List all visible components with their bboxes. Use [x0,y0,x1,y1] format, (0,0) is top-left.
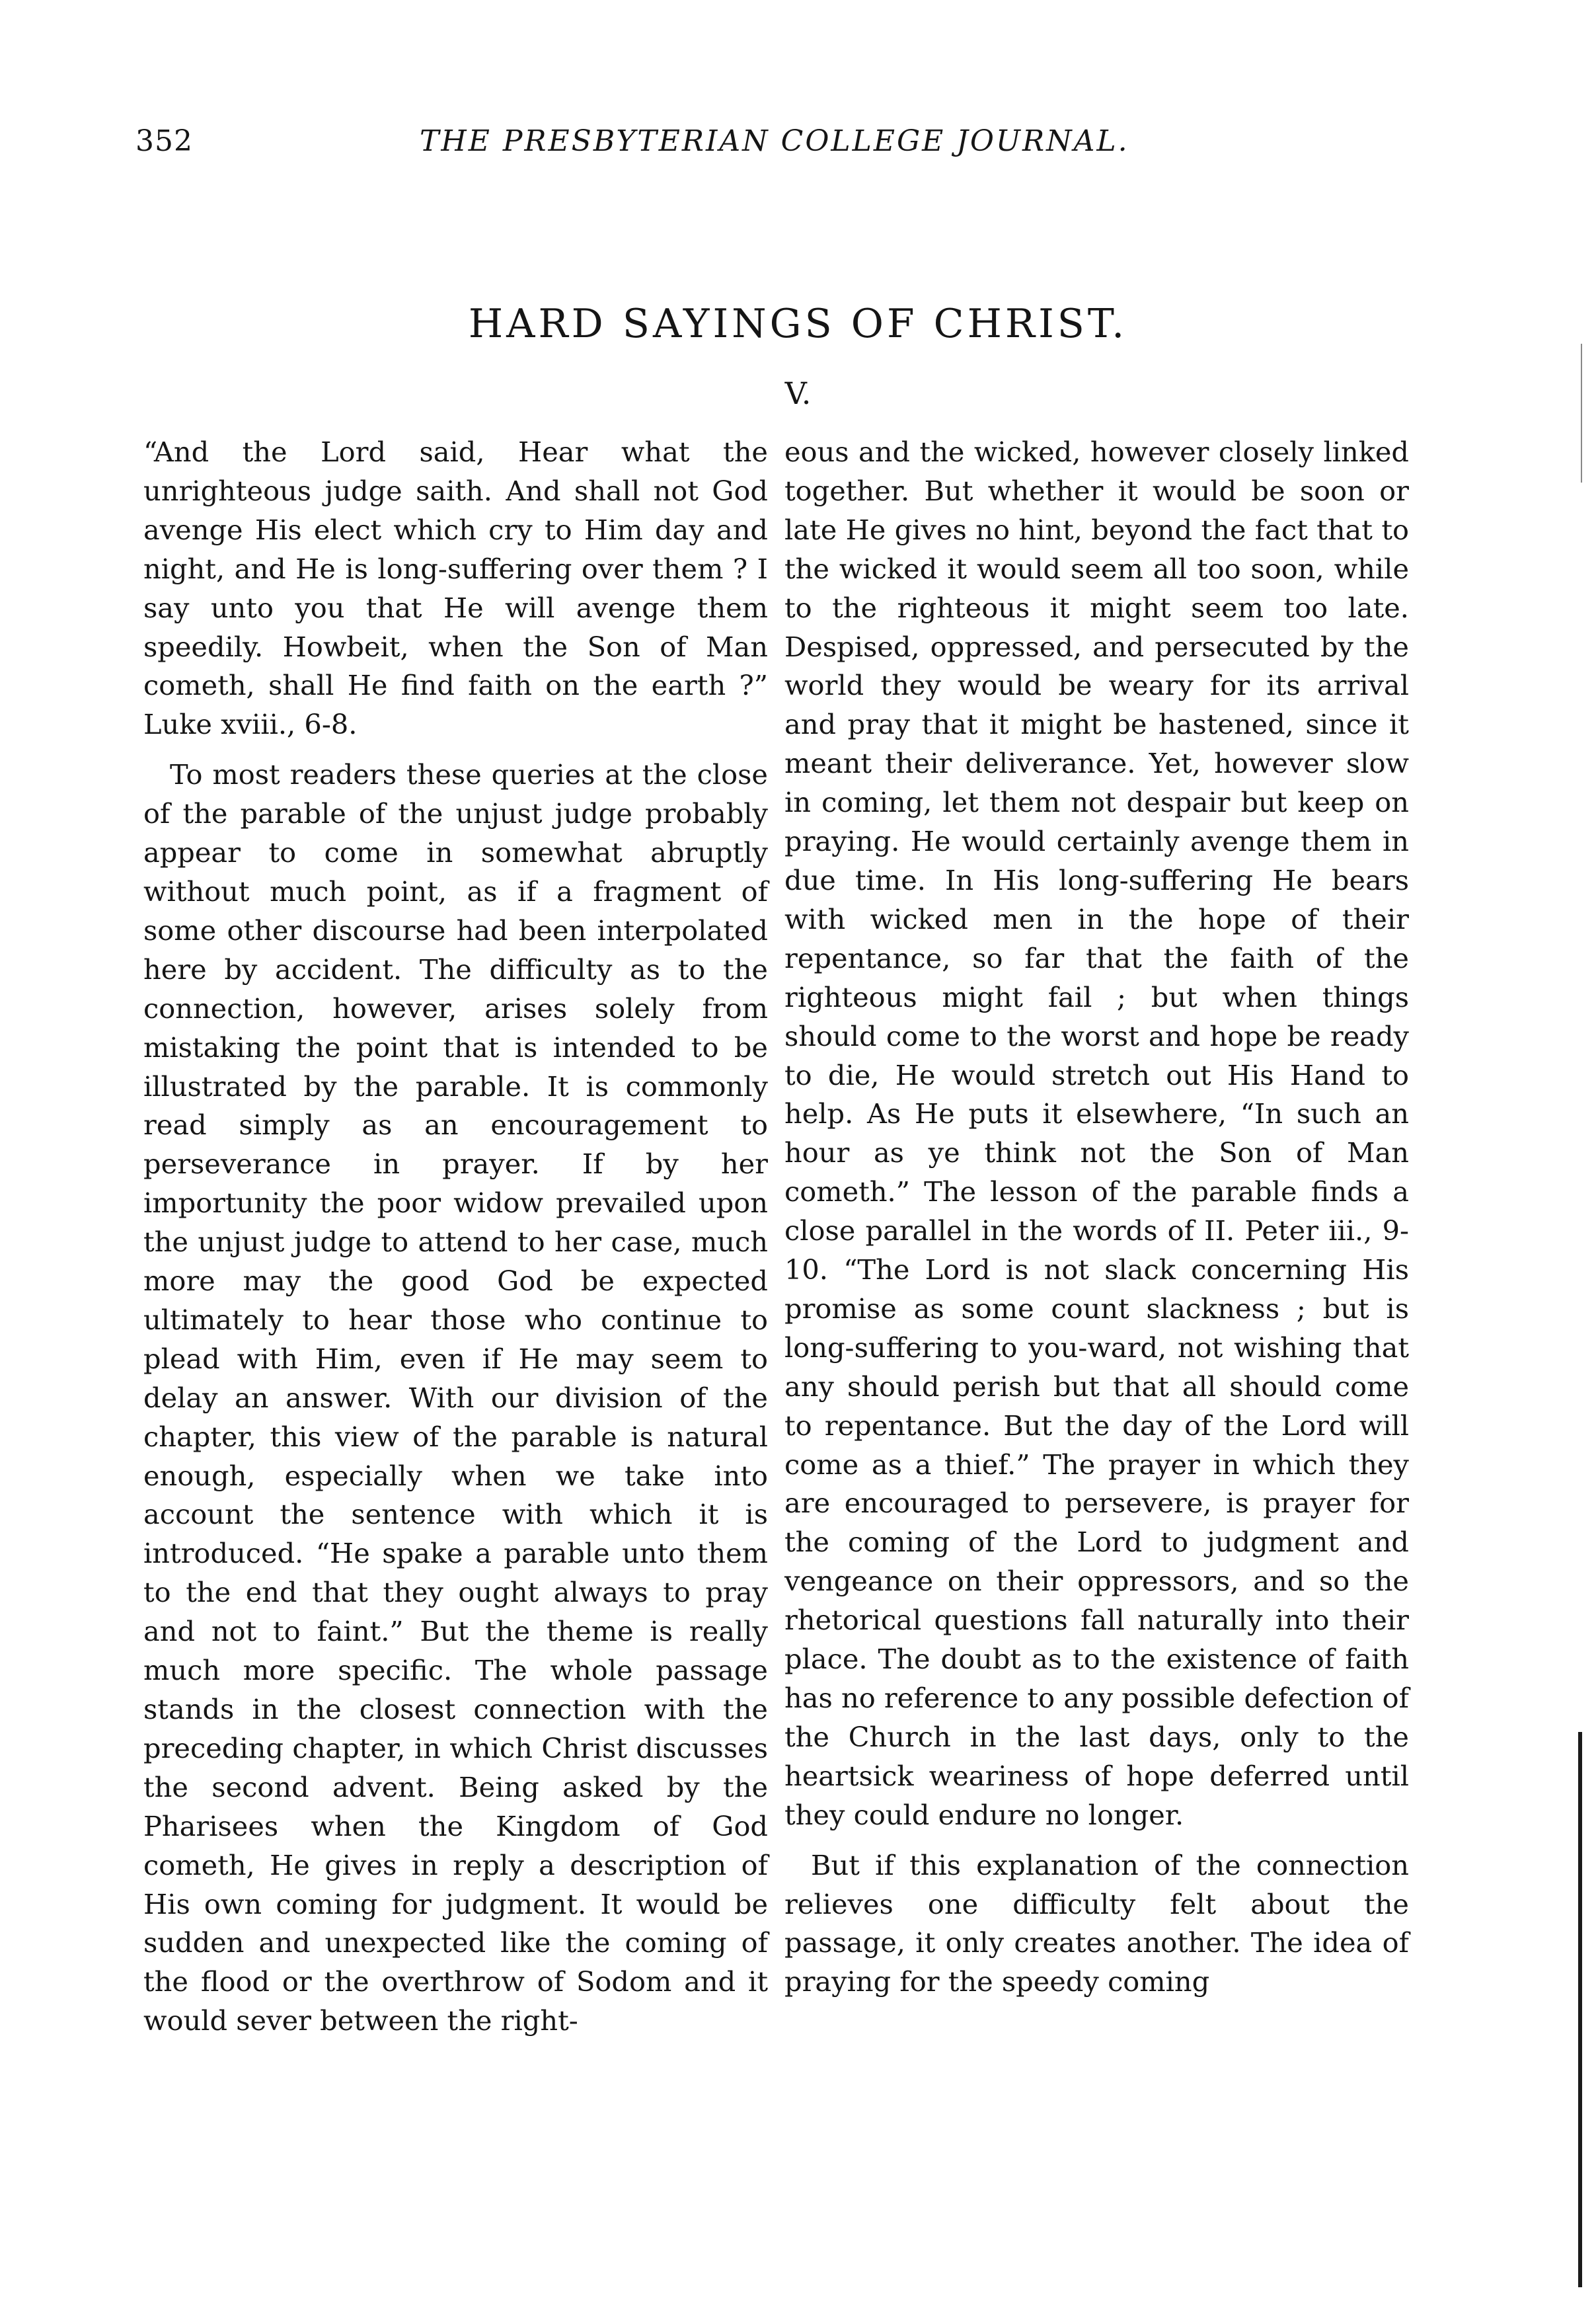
journal-title: THE PRESBYTERIAN COLLEGE JOURNAL. [420,124,1129,158]
left-column [143,433,768,2052]
page-number: 352 [135,124,193,158]
body-paragraph-continued: eous and the wicked, however closely linked together. But whether it would be soon or late He gives no hint, beyond the fact that to the wicked it would seem all too soon, while to the righteous it might seem too late. Despised, oppressed, and persecuted by the world they would be weary for its arrival and pray that it might be hastened, since it meant their deliverance. Yet, however slow in coming, let them not despair but keep on praying. He would certainly avenge them in due time. In His long-suffering He bears with wicked men in the hope of their repentance, so far that the faith of the righteous might fail ; but when things should come to the worst and hope be ready to die, He would stretch out His Hand to help. As He puts it elsewhere, “In such an hour as ye think not the Son of Man cometh.” The lesson of the parable finds a close parallel in the words of II. Peter iii., 9-10. “The Lord is not slack concerning His promise as some count slackness ; but is long-suffering to you-ward, not wishing that any should perish but that all should come to repentance. But the day of the Lord will come as a thief.” The prayer in which they are encouraged to persevere, is prayer for the coming of the Lord to judgment and vengeance on their oppressors, and so the rhetorical questions fall naturally into their place. The doubt as to the existence of faith has no reference to any possible defection of the Church in the last days, only to the heartsick weariness of hope deferred until they could endure no longer. [784,436,1409,1831]
right-column [784,433,1409,2013]
body-paragraph: To most readers these queries at the close of the parable of the unjust judge probably appear to come in somewhat abruptly without much point, as if a fragment of some other discourse had been interpolated here by accident. The difficulty as to the connection, however, arises solely from mistaking the point that is intended to be illustrated by the parable. It is commonly read simply as an encouragement to perseverance in prayer. If by her importunity the poor widow prevailed upon the unjust judge to attend to her case, much more may the good God be expected ultimately to hear those who continue to plead with Him, even if He may seem to delay an answer. With our division of the chapter, this view of the parable is natural enough, especially when we take into account the sentence with which it is introduced. “He spake a parable unto them to the end that they ought always to pray and not to faint.” But the theme is really much more specific. The whole passage stands in the closest connection with the preceding chapter, in which Christ discusses the second advent. Being asked by the Pharisees when the Kingdom of God cometh, He gives in reply a description of His own coming for judgment. It would be sudden and unexpected like the coming of the flood or the overthrow of Sodom and it would sever between the right- [143,758,768,2037]
running-head [135,124,1385,171]
scripture-quotation: “And the Lord said, Hear what the unrighteous judge saith. And shall not God avenge His elect which cry to Him day and night, and He is long-suffering over them ? I say unto you that He will avenge them speedily. Howbeit, when the Son of Man cometh, shall He find faith on the earth ?” Luke xviii., 6-8. [143,436,768,741]
article-part-numeral: V. [784,375,812,411]
article-title: HARD SAYINGS OF CHRIST. [468,301,1128,347]
scan-edge-mark [1581,344,1582,483]
page-edge-shadow [1578,1732,1582,2287]
body-paragraph: But if this explanation of the connection relieves one difficulty felt about the passage, it only creates another. The idea of praying for the speedy coming [784,1848,1409,1998]
